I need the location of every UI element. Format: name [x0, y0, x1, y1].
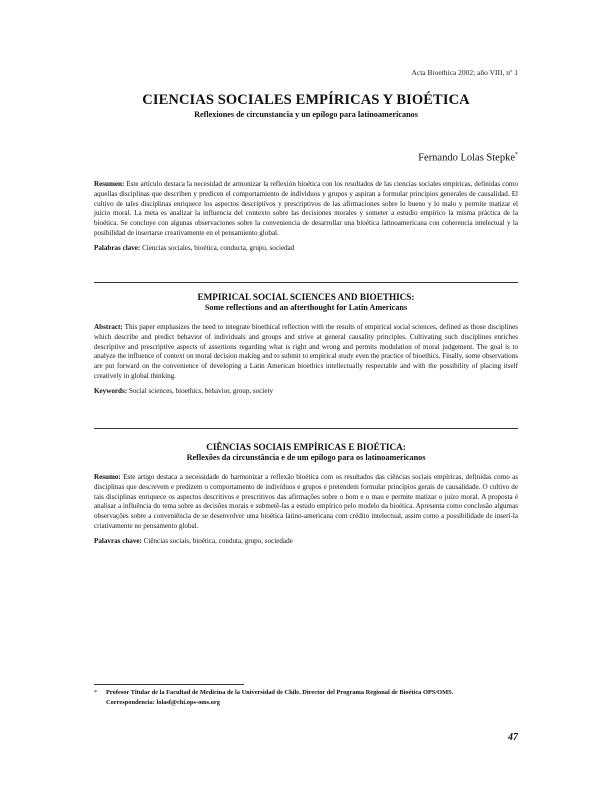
spanish-keywords-text: Ciencias sociales, bioética, conducta, grupo, sociedad — [142, 243, 295, 252]
portuguese-keywords — [94, 537, 518, 546]
footnote-correspondence: Correspondencia: lolasf@chi.ops-oms.org — [106, 698, 220, 706]
spanish-keywords — [94, 244, 518, 253]
english-subtitle: Some reflections and an afterthought for Latin Americans — [204, 303, 408, 312]
author-text: Fernando Lolas Stepke — [418, 152, 515, 164]
footnote-text — [106, 688, 506, 707]
english-title: EMPIRICAL SOCIAL SCIENCES AND BIOETHICS: — [197, 292, 415, 302]
portuguese-keywords-label: Palavras chave: — [94, 536, 142, 545]
author-name — [418, 152, 518, 164]
article-title: CIENCIAS SOCIALES EMPÍRICAS Y BIOÉTICA — [142, 92, 470, 108]
portuguese-keywords-text: Ciências sociais, bioética, conduta, grupo, sociedade — [143, 536, 293, 545]
portuguese-abstract-label: Resumo: — [94, 473, 121, 481]
portuguese-abstract — [94, 473, 518, 532]
portuguese-subtitle: Reflexões da circunstância e de um epílogo para os latinoamericanos — [186, 453, 426, 462]
author-footnote-mark: * — [515, 152, 518, 158]
spanish-abstract-text: Este artículo destaca la necesidad de armonizar la reflexión bioética con los resultados de las ciencias sociales empíricas, definidas como aquellas disciplinas que describen y predicen el comportamiento de individuos y grupos y aspiran a formular principios generales de causalidad. El cultivo de tales disciplinas enriquece los aspectos descriptivos y prescriptivos de las afirmaciones sobre lo bueno y lo malo y permite matizar el juicio moral. La meta es analizar la influencia del contexto sobre las decisiones morales y someter a estudio empírico la misma práctica de la bioética. Se concluye con algunas observaciones sobre la conveniencia de desarrollar una bioética latinoamericana con coherencia intelectual y la posibilidad de insertarse creativamente en el pensamiento global. — [94, 180, 518, 237]
english-keywords-label: Keywords: — [94, 386, 128, 395]
spanish-keywords-label: Palabras clave: — [94, 243, 141, 252]
portuguese-title: CIÊNCIAS SOCIAIS EMPÍRICAS E BIOÉTICA: — [206, 442, 406, 452]
portuguese-abstract-text: Este artigo destaca a necessidade de harmonizar a reflexão bioética com os resultados das ciências sociais empíricas, definidas como as disciplinas que descrevem e predizem o comportamento de indivíduos e grupos e pretendem formular princípios gerais de causalidade. O cultivo de tais disciplinas enriquece os aspectos descritivos e prescritivos das afirmações sobre o bom e o mau e permite matizar o juízo moral. A proposta é analisar a influência do tema sobre as decisões morais e submetê-las a estudo empírico pelo modelo da bioética. Apresenta como conclusão algumas observações sobre a conveniência de se desenvolver uma bioética latino-americana com crédito intelectual, assim como a possibilidade de inserí-la criativamente no pensamento global. — [94, 473, 518, 530]
portuguese-section — [94, 442, 518, 546]
running-head: Acta Bioethica 2002; año VIII, nº 1 — [411, 68, 518, 77]
english-abstract-label: Abstract: — [94, 323, 123, 331]
english-keywords — [94, 387, 518, 396]
english-keywords-text: Social sciences, bioethics, behavior, group, society — [128, 386, 274, 395]
footnote — [94, 688, 518, 707]
spanish-abstract — [94, 180, 518, 239]
english-abstract — [94, 323, 518, 382]
spanish-abstract-section — [94, 180, 518, 253]
footnote-divider — [94, 684, 244, 685]
article-subtitle: Reflexiones de circunstancia y un epílogo para latinoamericanos — [194, 110, 418, 119]
page-number: 47 — [508, 732, 518, 743]
section-divider — [94, 428, 518, 429]
english-abstract-text: This paper emphasizes the need to integrate bioethical reflection with the results of empirical social sciences, defined as those disciplines which describe and predict behavior of individuals and groups and strive at general causality principles. Cultivating such disciplines enriches descriptive and prescriptive aspects of assertions regarding what is right and wrong and permits modulation of moral judgement. The goal is to analyze the influence of context on moral decision making and to submit to empirical study even the practice of bioethics. Finally, some observations are put forward on the convenience of developing a Latin American bioethics intellectually respectable and with the possibility of placing itself creatively in global thinking. — [94, 323, 518, 380]
spanish-abstract-label: Resumen: — [94, 180, 125, 188]
footnote-mark: * — [94, 689, 98, 696]
footnote-affiliation: Profesor Titular de la Facultad de Medicina de la Universidad de Chile. Director del Programa Regional de Bioética OPS/OMS. — [106, 689, 454, 696]
section-divider — [94, 282, 518, 283]
english-section — [94, 292, 518, 396]
